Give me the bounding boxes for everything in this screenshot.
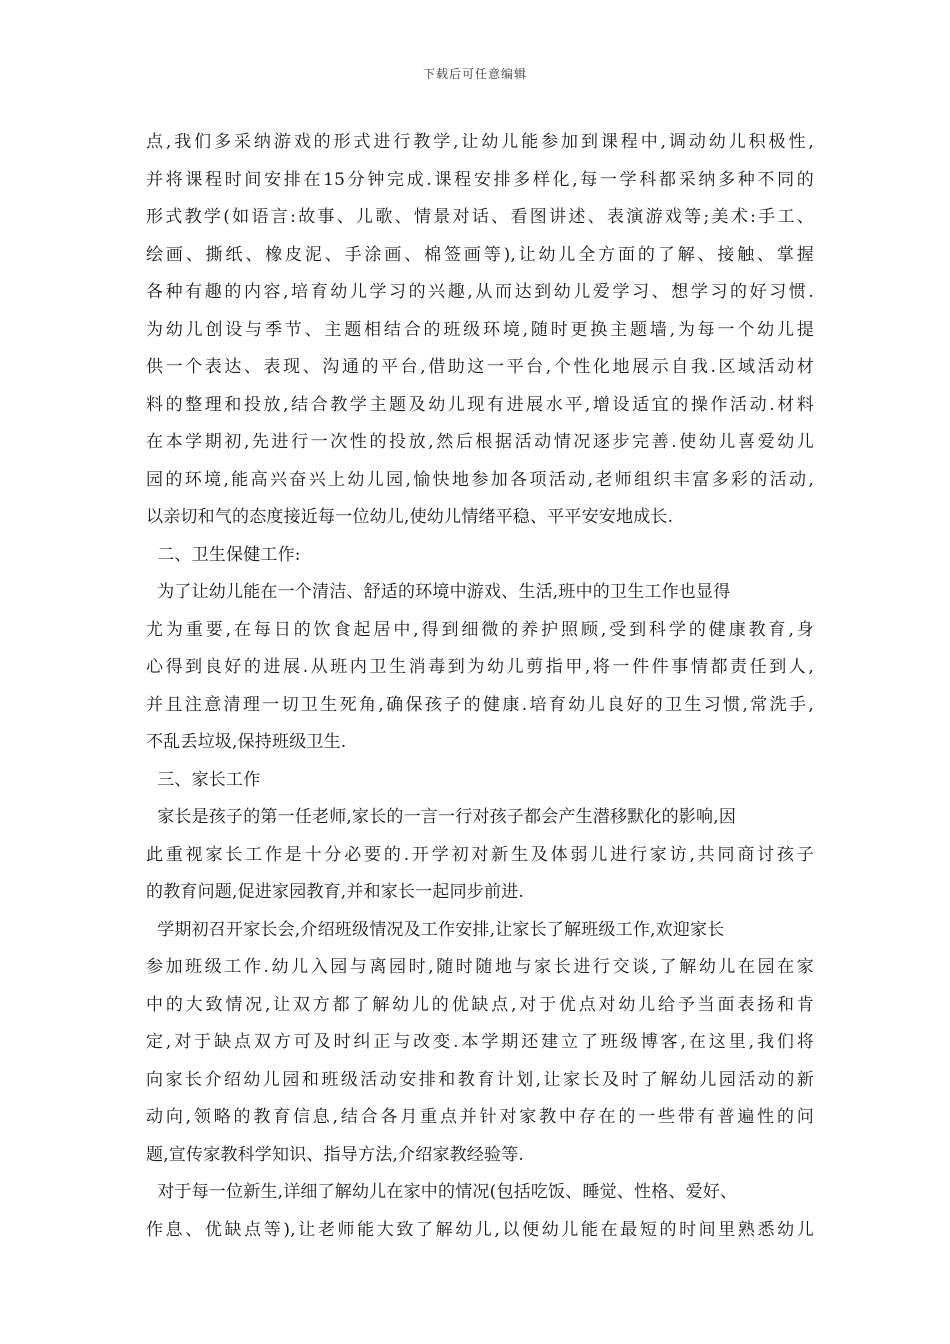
text-line: 不乱丢垃圾,保持班级卫生. xyxy=(146,732,347,752)
text-line: 并将课程时间安排在15分钟完成.课程安排多样化,每一学科都采纳多种不同的 xyxy=(146,169,814,190)
text-line: 作息、优缺点等),让老师能大致了解幼儿,以便幼儿能在最短的时间里熟悉幼儿 xyxy=(146,1219,814,1240)
text-line: 动向,领略的教育信息,结合各月重点并针对家教中存在的一些带有普遍性的问 xyxy=(146,1107,814,1127)
text-line: 题,宣传家教科学知识、指导方法,介绍家教经验等. xyxy=(146,1144,525,1165)
text-line: 绘画、撕纸、橡皮泥、手涂画、棉签画等),让幼儿全方面的了解、接触、掌握 xyxy=(146,244,814,265)
text-line: 在本学期初,先进行一次性的投放,然后根据活动情况逐步完善.使幼儿喜爱幼儿 xyxy=(146,432,814,452)
text-line: 的教育问题,促进家园教育,并和家长一起同步前进. xyxy=(146,882,525,902)
text-line: 定,对于缺点双方可及时纠正与改变.本学期还建立了班级博客,在这里,我们将 xyxy=(146,1032,814,1052)
text-line: 此重视家长工作是十分必要的.开学初对新生及体弱儿进行家访,共同商讨孩子 xyxy=(146,844,814,865)
text-line: 各种有趣的内容,培育幼儿学习的兴趣,从而达到幼儿爱学习、想学习的好习惯. xyxy=(146,282,814,302)
text-line: 学期初召开家长会,介绍班级情况及工作安排,让家长了解班级工作,欢迎家长 xyxy=(146,919,725,940)
text-line: 以亲切和气的态度接近每一位幼儿,使幼儿情绪平稳、平平安安地成长. xyxy=(146,507,674,527)
text-line: 形式教学(如语言:故事、儿歌、情景对话、看图讲述、表演游戏等;美术:手工、 xyxy=(146,207,814,227)
text-line: 心得到良好的进展.从班内卫生消毒到为幼儿剪指甲,将一件件事情都责任到人, xyxy=(146,657,814,677)
text-line: 参加班级工作.幼儿入园与离园时,随时随地与家长进行交谈,了解幼儿在园在家 xyxy=(146,957,814,977)
text-line: 三、家长工作 xyxy=(146,769,261,790)
text-line: 尤为重要,在每日的饮食起居中,得到细微的养护照顾,受到科学的健康教育,身 xyxy=(146,619,814,640)
text-line: 供一个表达、表现、沟通的平台,借助这一平台,个性化地展示自我.区域活动材 xyxy=(146,357,814,377)
text-line: 点,我们多采纳游戏的形式进行教学,让幼儿能参加到课程中,调动幼儿积极性, xyxy=(146,132,814,152)
text-line: 料的整理和投放,结合教学主题及幼儿现有进展水平,增设适宜的操作活动.材料 xyxy=(146,394,814,415)
document-body xyxy=(146,124,814,1249)
text-line: 对于每一位新生,详细了解幼儿在家中的情况(包括吃饭、睡觉、性格、爱好、 xyxy=(146,1182,738,1202)
text-line: 为了让幼儿能在一个清洁、舒适的环境中游戏、生活,班中的卫生工作也显得 xyxy=(146,582,731,602)
text-line: 园的环境,能高兴奋兴上幼儿园,愉快地参加各项活动,老师组织丰富多彩的活动, xyxy=(146,469,814,490)
text-line: 为幼儿创设与季节、主题相结合的班级环境,随时更换主题墙,为每一个幼儿提 xyxy=(146,319,814,340)
page-header-note: 下载后可任意编辑 xyxy=(422,67,527,81)
text-line: 二、卫生保健工作: xyxy=(146,544,301,565)
text-line: 并且注意清理一切卫生死角,确保孩子的健康.培育幼儿良好的卫生习惯,常洗手, xyxy=(146,694,814,715)
text-line: 家长是孩子的第一任老师,家长的一言一行对孩子都会产生潜移默化的影响,因 xyxy=(146,807,737,827)
text-line: 向家长介绍幼儿园和班级活动安排和教育计划,让家长及时了解幼儿园活动的新 xyxy=(146,1069,814,1090)
text-line: 中的大致情况,让双方都了解幼儿的优缺点,对于优点对幼儿给予当面表扬和肯 xyxy=(146,994,814,1015)
